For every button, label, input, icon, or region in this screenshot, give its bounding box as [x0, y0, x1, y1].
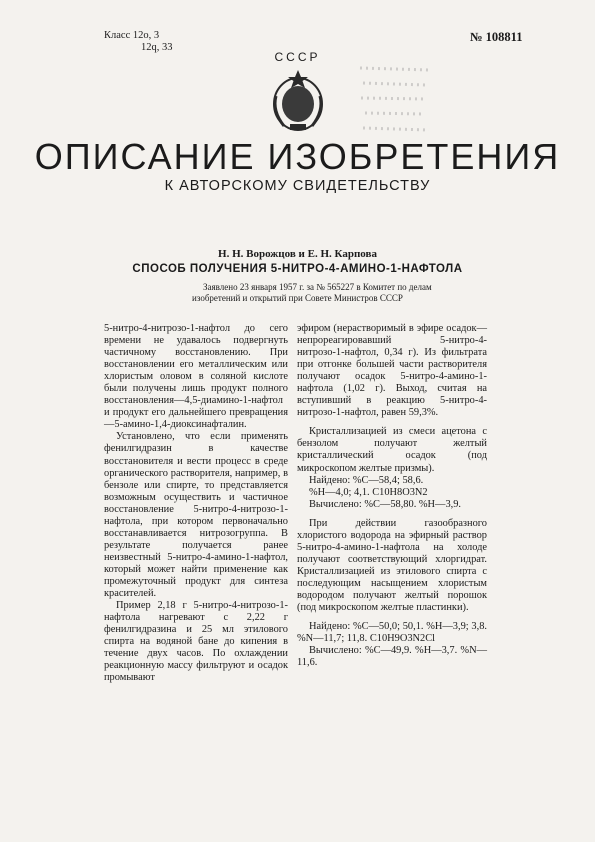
found-result-1: Найдено: %С—58,4; 58,6. — [309, 474, 424, 486]
paragraph: Пример 2,18 г 5-нитро-4-нитрозо-1-нафтола нагревают с 2,22 г фенилгидразина и 25 мл этилового спирта на водяной бане до кипения в течение двух часов. По охлаждении реакционную массу фильтруют и осадок промывают — [104, 600, 288, 684]
patent-number: № 108811 — [470, 30, 523, 44]
authors: Н. Н. Ворожцов и Е. Н. Карпова — [218, 248, 377, 260]
paragraph: 5-нитро-4-нитрозо-1-нафтол до сего времени не удавалось подвергнуть частичному восстановлению. При восстановлении его металлическим или хлористым оловом в соляной кислоте были получены лишь продукт полного восстановления—4,5-диамино-1-нафтол и продукт его дальнейшего превращения—5-амино-1,4-диоксинафталин. — [104, 323, 288, 431]
country-label: СССР — [274, 50, 321, 64]
document-subtitle: К АВТОРСКОМУ СВИДЕТЕЛЬСТВУ — [164, 178, 431, 194]
paragraph: эфиром (нерастворимый в эфире осадок—непрореагировавший 5-нитро-4-нитрозо-1-нафтол, 0,34 г). Из фильтрата при отгонке большей части растворителя получают осадок 5-нитро-4-амино-1-нафтола (1,02 г). Выход, считая на вступивший в реакцию 5-нитро-4-нитрозо-1-нафтол, равен 59,3%. — [297, 323, 487, 419]
invention-title: СПОСОБ ПОЛУЧЕНИЯ 5-НИТРО-4-АМИНО-1-НАФТОЛА — [132, 263, 463, 275]
left-column — [104, 323, 288, 684]
calculated-result-2: Вычислено: %С—49,9. %Н—3,7. %N—11,6. — [297, 645, 487, 669]
state-emblem-icon — [268, 66, 328, 136]
calculated-result-1: Вычислено: %С—58,80. %Н—3,9. — [309, 498, 462, 510]
right-column — [297, 323, 487, 669]
found-result-2: %Н—4,0; 4,1. C10H8O3N2 — [309, 486, 428, 498]
found-result-3: Найдено: %С—50,0; 50,1. %Н—3,9; 3,8. %N—11,7; 11,8. C10H9O3N2Cl — [297, 621, 487, 645]
class-line-2: 12q, 33 — [141, 42, 173, 53]
paragraph: Кристаллизацией из смеси ацетона с бензолом получают желтый кристаллический осадок (под микроскопом желтые призмы). — [297, 426, 487, 474]
paragraph: Установлено, что если применять фенилгидразин в качестве восстановителя и вести процесс в среде органического растворителя, например, в бензоле или спирте, то представляется возможным осуществить и частичное восстановление 5-нитро-4-нитрозо-1-нафтола, при котором первоначально восстанавливается нитрозогруппа. В результате получается ранее неизвестный 5-нитро-4-амино-1-нафтол, который может найти применение как промежуточный продукт для синтеза красителей. — [104, 431, 288, 600]
class-line-1: Класс 12о, 3 — [104, 30, 160, 41]
paragraph: При действии газообразного хлористого водорода на эфирный раствор 5-нитро-4-амино-1-нафтола на холоде получают соответствующий хлоргидрат. Кристаллизацией из этилового спирта с последующим насыщением хлористым водородом получают желтый порошок (под микроскопом желтые пластинки). — [297, 517, 487, 614]
document-title: ОПИСАНИЕ ИЗОБРЕТЕНИЯ — [34, 136, 561, 177]
faded-stamp-icon — [355, 58, 435, 143]
